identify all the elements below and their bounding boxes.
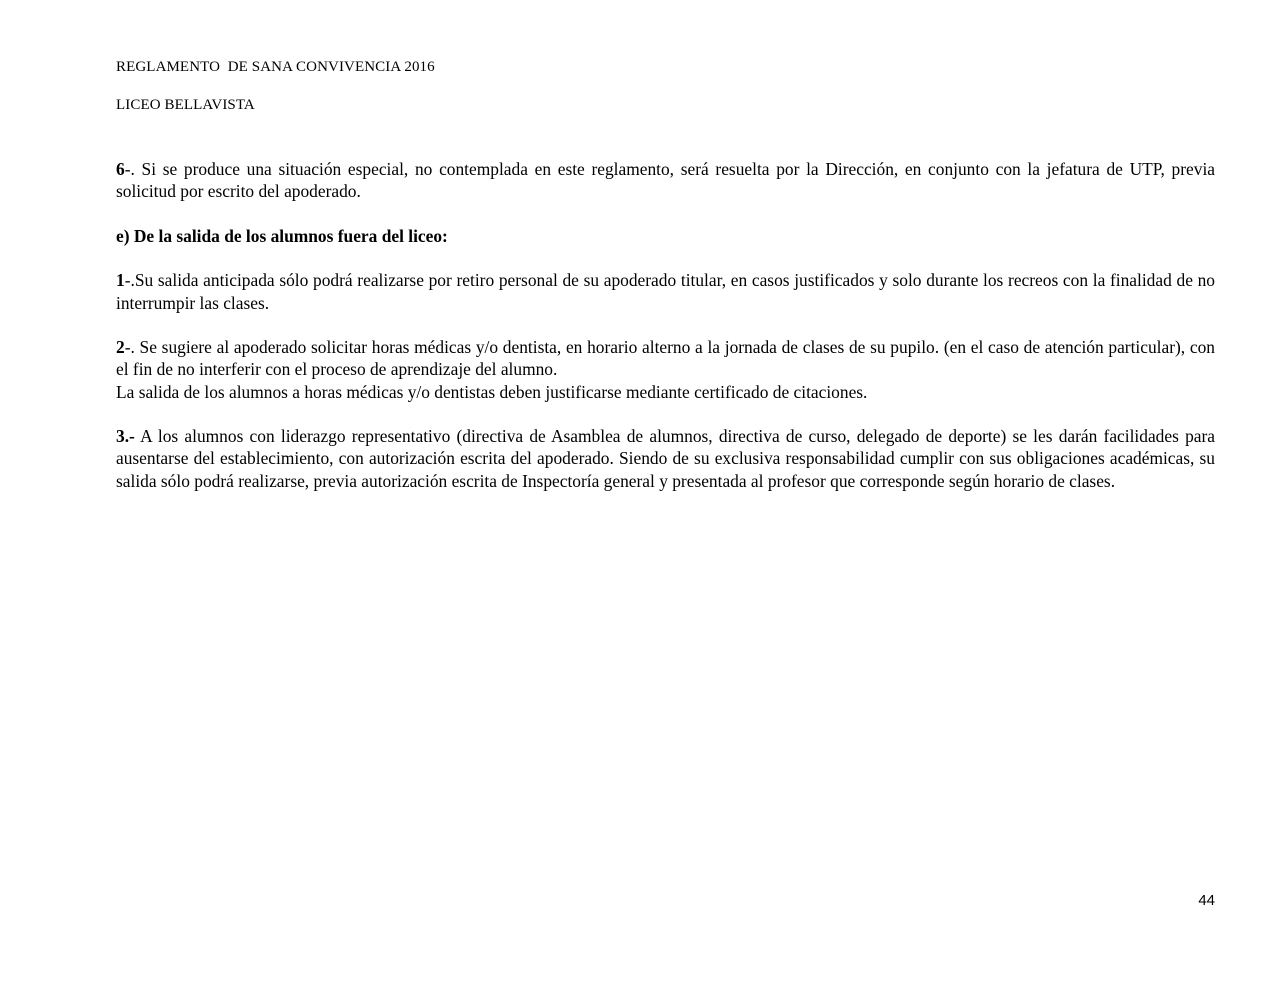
page-number: 44 bbox=[1198, 892, 1215, 909]
item-number: 2 bbox=[116, 337, 125, 358]
school-name: LICEO BELLAVISTA bbox=[116, 97, 255, 113]
paragraph-text: -. Se sugiere al apoderado solicitar horas médicas y/o dentista, en horario alterno a la jornada de clases de su pupilo. (en el caso de atención particular), con el fin de no interferir con el proceso de aprendizaje del alumno. bbox=[116, 337, 1215, 380]
paragraph-text-continued: La salida de los alumnos a horas médicas y/o dentistas deben justificarse mediante certificado de citaciones. bbox=[116, 381, 868, 402]
item-number: 1 bbox=[116, 270, 125, 291]
item-number: 6 bbox=[116, 159, 125, 179]
paragraph-text: -.Su salida anticipada sólo podrá realizarse por retiro personal de su apoderado titular, en casos justificados y solo durante los recreos con la finalidad de no interrumpir las clases. bbox=[116, 270, 1215, 313]
paragraph-text: A los alumnos con liderazgo representativo (directiva de Asamblea de alumnos, directiva de curso, delegado de deporte) se les darán facilidades para ausentarse del establecimiento, con autorización escrita del apoderado. Siendo de su exclusiva responsabilidad cumplir con sus obligaciones académicas, su salida sólo podrá realizarse, previa autorización escrita de Inspectoría general y presentada al profesor que corresponde según horario de clases. bbox=[116, 426, 1215, 491]
section-heading-text: e) De la salida de los alumnos fuera del liceo: bbox=[116, 225, 448, 246]
paragraph-6 bbox=[116, 158, 1215, 202]
item-number: 3.- bbox=[116, 426, 135, 447]
paragraph-3 bbox=[116, 425, 1215, 492]
paragraph-2 bbox=[116, 336, 1215, 403]
document-title: REGLAMENTO DE SANA CONVIVENCIA 2016 bbox=[116, 59, 435, 75]
document-body bbox=[116, 158, 1215, 492]
paragraph-1 bbox=[116, 269, 1215, 313]
paragraph-text: -. Si se produce una situación especial, no contemplada en este reglamento, será resuelta por la Dirección, en conjunto con la jefatura de UTP, previa solicitud por escrito del apoderado. bbox=[116, 159, 1215, 202]
section-heading bbox=[116, 225, 1215, 247]
